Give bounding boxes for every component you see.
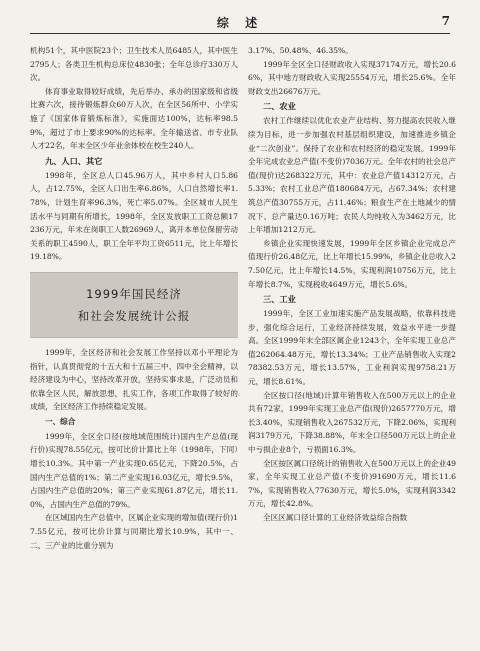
paragraph-sports: 体育事业取得较好成绩，先后举办、承办的国家级和省级比赛六次，接待锻炼群众60万人次，在全区56所中、小学实施了《国家体育锻炼标准》，实施面达100%，达标率98.59%，超过了市上要求90%的达标率。全年输送省、市专业队人才22名，年末全区少年业余体校在校生240人。: [30, 86, 238, 151]
bulletin-title-line-2: 和社会发展统计公报: [77, 308, 191, 323]
paragraph-population: 1998年，全区总人口45.96万人，其中乡村人口5.86人，占12.75%，全区人口出生率6.86%，人口自然增长率1.78%，计划生育率96.3%，死亡率5.07%。全区城市人民生活水平与同期有所增长，1998年，全区发放职工工资总额17236万元，年末在岗职工人数26969人，离开本单位保留劳动关系的职工4590人，职工全年平均工资6511元，比上年增长19.18%。: [30, 170, 238, 262]
section-heading-overview: 一、综合: [45, 416, 76, 426]
page-header: [30, 14, 450, 32]
paragraph-gdp: 1999年，全区全口径(按地域范围统计)国内生产总值(现行价)实现78.55亿元，按可比价计算比上年（1998年，下同）增长10.3%。其中第一产业实现0.65亿元，下降20.5%，占国内生产总值的1%；第二产业实现16.03亿元，增长9.5%，占国内生产总值的20%；第三产业实现61.87亿元，增长11.0%，占国内生产总值的79%。: [30, 431, 238, 509]
right-column: [248, 44, 456, 525]
paragraph-efficiency-index: 全区区属口径计算的工业经济效益综合指数: [263, 513, 408, 522]
left-column: [30, 44, 238, 552]
header-rule: [30, 33, 450, 34]
section-heading-population: 九、人口、其它: [45, 155, 103, 166]
paragraph-industry-overview: 1999年，全区工业加速实施产品发展战略，依靠科技进步，强化综合运行，工业经济持续发展，效益水平进一步提高。全区1999年末全部区属企业1243个，全年实现工业总产值262064.48万元，增长13.34%；工业产品销售收入实现278382.53万元，增长13.57%，工业利润实现9758.21万元，增长8.61%。: [248, 309, 456, 387]
bulletin-title-banner: [30, 272, 238, 338]
section-heading-agriculture: 二、农业: [263, 101, 296, 112]
paragraph-agriculture: 农村工作继续以优化农业产业结构、努力提高农民收入继续为目标，进一步加强农村基层组织建设，加速推进乡镇企业“二次创业”。保持了农业和农村经济的稳定发展。1999年全年完成农业总产值(不变价)7036万元。全年农村的社会总产值(现价)达268322万元，其中：农业总产值14312万元，占5.33%；农村工业总产值180684万元，占67.34%；农村建筑总产值30755万元，占11.46%；粮食生产在土地减少的情况下、总产量达0.16万吨；农民人均纯收入为3462万元，比上年增加1212万元。: [248, 116, 456, 235]
paragraph-medical-institutions: 机构51个，其中医院23个；卫生技术人员6485人，其中医生2795人；各类卫生机构总床位4830张；全年总诊疗330万人次。: [30, 46, 238, 83]
bulletin-title-line-1: 1999年国民经济: [86, 286, 182, 301]
paragraph-bulletin-intro: 1999年，全区经济和社会发展工作坚持以邓小平理论为指针，认真贯彻党的十五大和十五届三中、四中全会精神，以经济建设为中心，坚持改革开放，坚持实事求是，广泛动员和依靠全区人民，解放思想，扎实工作，各项工作取得了较好的成绩，全区经济工作持续稳定发展。: [30, 347, 238, 412]
paragraph-industry-shares: 3.17%、50.48%、46.35%。: [248, 46, 353, 55]
page-number: 7: [441, 14, 450, 28]
paragraph-township-enterprises: 乡镇企业实现快速发展，1999年全区乡镇企业完成总产值现行价26.48亿元，比上年增长15.99%，乡镇企业总收入27.50亿元，比上年增长14.5%，实现利润10756万元，比上年增长8.7%，实现税收4649万元，增长5.6%。: [248, 238, 456, 289]
paragraph-fiscal-revenue: 1999年全区全口径财政收入实现37174万元，增长20.66%，其中地方财政收入实现25554万元，增长25.6%。全年财政支出26676万元。: [248, 59, 456, 96]
paragraph-large-enterprises: 全区按口径(地域)计算年销售收入在500万元以上的企业共有72家，1999年实现工业总产值(现价)2657770万元，增长3.40%，实现销售收入267532万元，下降2.06%，实现利润3179万元，下降38.88%，年末全口径500万元以上的企业中亏损企业8个，亏损面16.3%。: [248, 390, 456, 455]
paragraph-regional-gdp: 在区域国内生产总值中，区属企业实现的增加值(现行价)17.55亿元，按可比价计算与同期比增长10.9%，其中一、二、三产业的比重分别为: [30, 513, 239, 550]
section-heading-industry: 三、工业: [263, 294, 296, 305]
running-title: 综 述: [216, 16, 264, 30]
paragraph-district-enterprises: 全区按区属口径统计的销售收入在500万元以上的企业49家，全年实现工业总产值(不变价)91690万元，增长11.67%，实现销售收入77630万元，增长5.0%，实现利润3342万元，增长42.8%。: [248, 458, 456, 509]
